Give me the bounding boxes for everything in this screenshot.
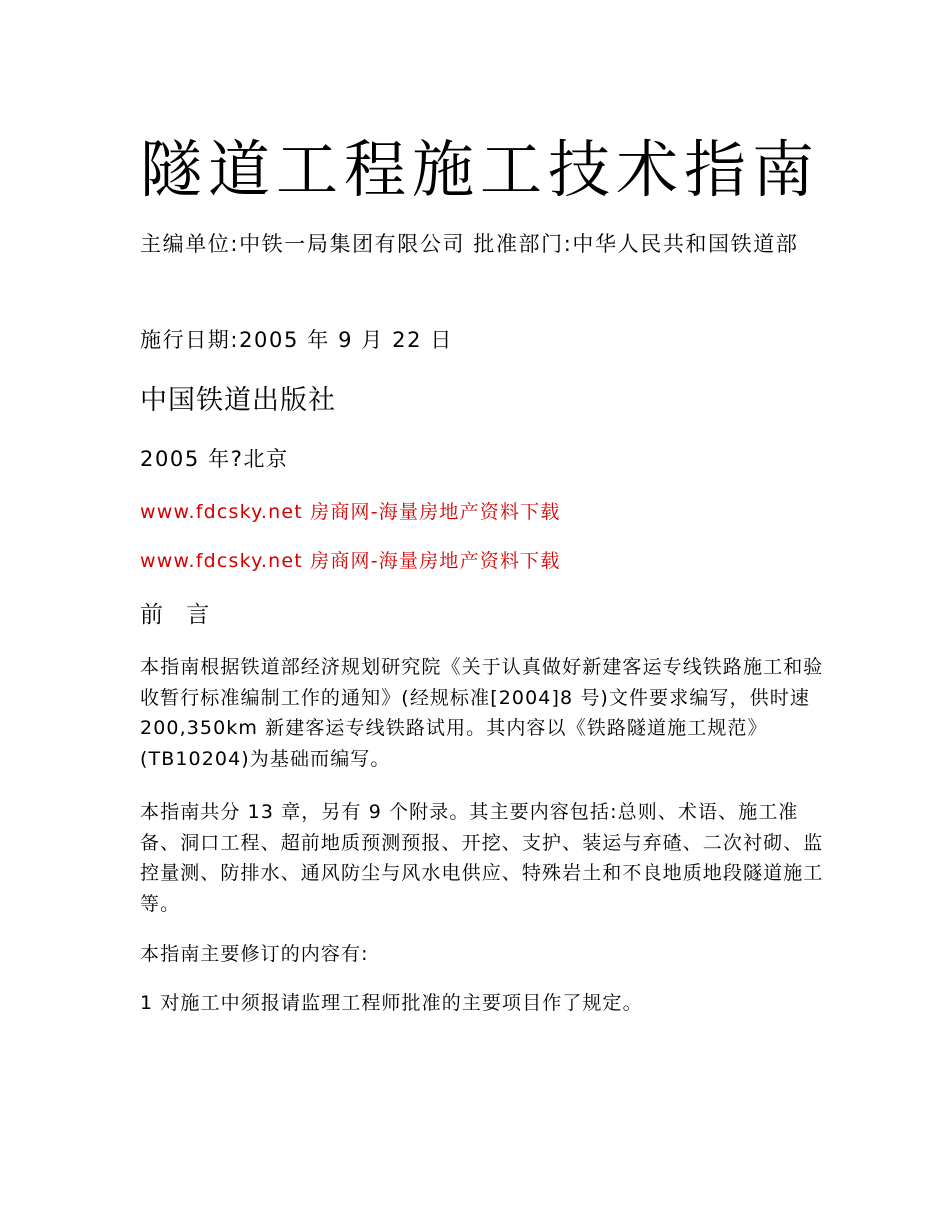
paragraph-text: 1 对施工中须报请监理工程师批准的主要项目作了规定。 — [140, 992, 643, 1014]
document-title: 隧道工程施工技术指南 — [140, 133, 821, 206]
paragraph-text: 本指南主要修订的内容有: — [140, 943, 369, 965]
website-link[interactable]: www.fdcsky.net 房商网-海量房地产资料下载 — [140, 501, 561, 523]
publisher-name: 中国铁道出版社 — [140, 385, 336, 416]
paragraph-text: 本指南根据铁道部经济规划研究院《关于认真做好新建客运专线铁路施工和验收暂行标准编制工作的通知》(经规标准[2004]8 号)文件要求编写，供时速 200,350km 新建客运专线铁路试用。其内容以《铁路隧道施工规范》(TB10204)为基础而编写。 — [140, 656, 824, 770]
preface-paragraph — [140, 652, 830, 774]
preface-heading: 前 言 — [140, 602, 218, 628]
preface-paragraph — [140, 939, 830, 970]
preface-paragraph — [140, 797, 830, 919]
website-link[interactable]: www.fdcsky.net 房商网-海量房地产资料下载 — [140, 550, 561, 572]
preface-paragraph — [140, 988, 830, 1019]
publication-place-year: 2005 年?北京 — [140, 447, 289, 471]
paragraph-text: 本指南共分 13 章，另有 9 个附录。其主要内容包括:总则、术语、施工准备、洞口工程、超前地质预测预报、开挖、支护、装运与弃碴、二次衬砌、监控量测、防排水、通风防尘与风水电供应、特殊岩土和不良地质地段隧道施工等。 — [140, 801, 824, 915]
editor-info: 主编单位:中铁一局集团有限公司 批准部门:中华人民共和国铁道部 — [140, 232, 799, 256]
effective-date: 施行日期:2005 年 9 月 22 日 — [140, 328, 453, 352]
